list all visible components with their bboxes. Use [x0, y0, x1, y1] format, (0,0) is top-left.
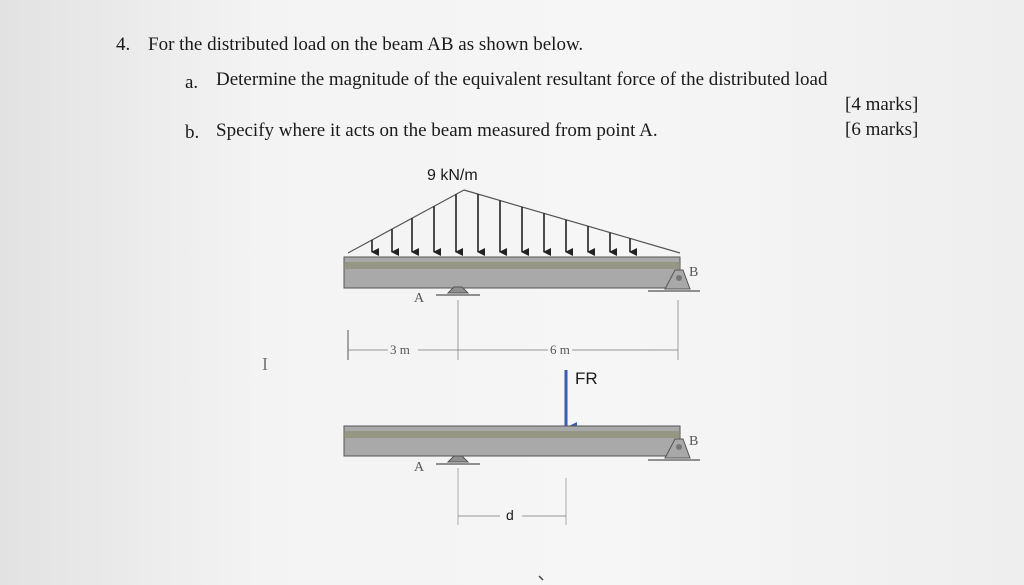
point-b-label-lower: B	[689, 434, 699, 449]
lower-beam	[344, 426, 680, 456]
part-a-label: a.	[185, 72, 199, 93]
upper-beam	[344, 257, 680, 288]
load-arrows	[372, 194, 630, 252]
resultant-force-label: FR	[575, 369, 598, 388]
distributed-load	[348, 190, 680, 253]
text-cursor-glyph: I	[262, 354, 268, 374]
point-a-label-lower: A	[414, 460, 425, 475]
point-a-label: A	[414, 291, 425, 306]
distance-d-label: d	[506, 507, 514, 523]
dim-left-label: 3 m	[390, 342, 410, 357]
part-b-text: Specify where it acts on the beam measured from point A.	[216, 120, 658, 141]
pin-support-a-lower	[436, 456, 480, 464]
question-number: 4.	[116, 34, 131, 55]
part-b-marks: [6 marks]	[845, 119, 919, 140]
dim-right-label: 6 m	[550, 342, 570, 357]
point-b-label: B	[689, 265, 699, 280]
part-b-label: b.	[185, 122, 200, 143]
load-intensity-label: 9 kN/m	[427, 167, 478, 184]
part-a-marks: [4 marks]	[845, 94, 919, 115]
part-a-text: Determine the magnitude of the equivalent resultant force of the distributed load	[216, 69, 828, 90]
question-stem: For the distributed load on the beam AB as shown below.	[148, 34, 584, 55]
